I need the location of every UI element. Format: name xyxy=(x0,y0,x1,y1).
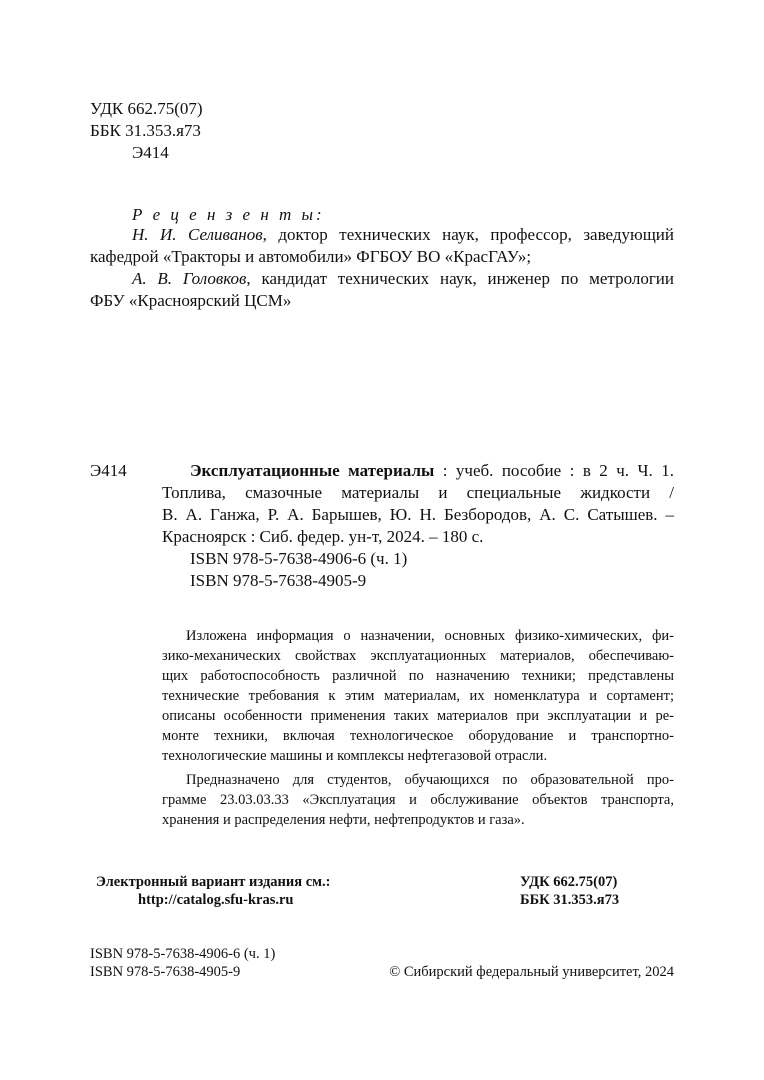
bib-line-1-rest: : учеб. пособие : в 2 ч. Ч. 1. xyxy=(434,461,674,480)
bib-title: Эксплуатационные материалы xyxy=(190,461,435,480)
reviewer-1-desc: , доктор технических наук, профессор, заведующий xyxy=(262,225,674,244)
reviewer-1-name: Н. И. Селиванов xyxy=(132,225,263,244)
abstract-line-7: технологические машины и комплексы нефтегазовой отрасли. xyxy=(162,748,548,764)
bib-isbn-1: ISBN 978-5-7638-4906-6 (ч. 1) xyxy=(190,549,408,568)
reviewer-2-name: А. В. Головков xyxy=(132,269,247,288)
footer-isbn-1: ISBN 978-5-7638-4906-6 (ч. 1) xyxy=(90,946,276,962)
bib-author-mark: Э414 xyxy=(90,461,127,480)
abstract-line-5: описаны особенности применения таких материалов при эксплуатации и ре- xyxy=(162,708,674,724)
reviewer-2-line-1 xyxy=(132,268,674,289)
electronic-version-label: Электронный вариант издания см.: xyxy=(96,874,331,890)
bib-line-1 xyxy=(190,460,674,481)
reviewer-1-line-2: кафедрой «Тракторы и автомобили» ФГБОУ ВО «КрасГАУ»; xyxy=(90,247,532,266)
abstract-line-4: технические требования к этим материалам, их номенклатура и сортамент; xyxy=(162,688,674,704)
udk-code: УДК 662.75(07) xyxy=(90,99,203,118)
abstract-line-10: хранения и распределения нефти, нефтепродуктов и газа». xyxy=(162,812,525,828)
footer-isbn-2: ISBN 978-5-7638-4905-9 xyxy=(90,964,241,980)
abstract-line-9: грамме 23.03.03.33 «Эксплуатация и обслуживание объектов транспорта, xyxy=(162,792,674,808)
abstract-line-3: щих работоспособность различной по назначению техники; представлены xyxy=(162,668,674,684)
reviewer-1-line-1 xyxy=(132,224,674,245)
bib-line-4: Красноярск : Сиб. федер. ун-т, 2024. – 180 с. xyxy=(162,527,484,546)
copyright-notice: © Сибирский федеральный университет, 2024 xyxy=(389,964,674,980)
reviewers-title: Р е ц е н з е н т ы: xyxy=(132,205,325,224)
bib-isbn-2: ISBN 978-5-7638-4905-9 xyxy=(190,571,367,590)
abstract-line-6: монте техники, включая технологическое оборудование и транспортно- xyxy=(162,728,674,744)
abstract-line-2: зико-механических свойствах эксплуатационных материалов, обеспечиваю- xyxy=(162,648,674,664)
bib-line-3: В. А. Ганжа, Р. А. Барышев, Ю. Н. Безбородов, А. С. Сатышев. – xyxy=(162,505,674,524)
catalog-url-link[interactable]: http://catalog.sfu-kras.ru xyxy=(138,892,294,908)
bbk-code: ББК 31.353.я73 xyxy=(90,121,201,140)
bib-line-2: Топлива, смазочные материалы и специальные жидкости / xyxy=(162,483,674,502)
abstract-line-1: Изложена информация о назначении, основных физико-химических, фи- xyxy=(186,628,674,644)
abstract-line-8: Предназначено для студентов, обучающихся по образовательной про- xyxy=(186,772,674,788)
reviewer-2-line-2: ФБУ «Красноярский ЦСМ» xyxy=(90,291,292,310)
footer-udk: УДК 662.75(07) xyxy=(520,874,618,890)
footer-bbk: ББК 31.353.я73 xyxy=(520,892,620,908)
author-mark: Э414 xyxy=(132,143,169,162)
reviewer-2-desc: , кандидат технических наук, инженер по метрологии xyxy=(246,269,674,288)
